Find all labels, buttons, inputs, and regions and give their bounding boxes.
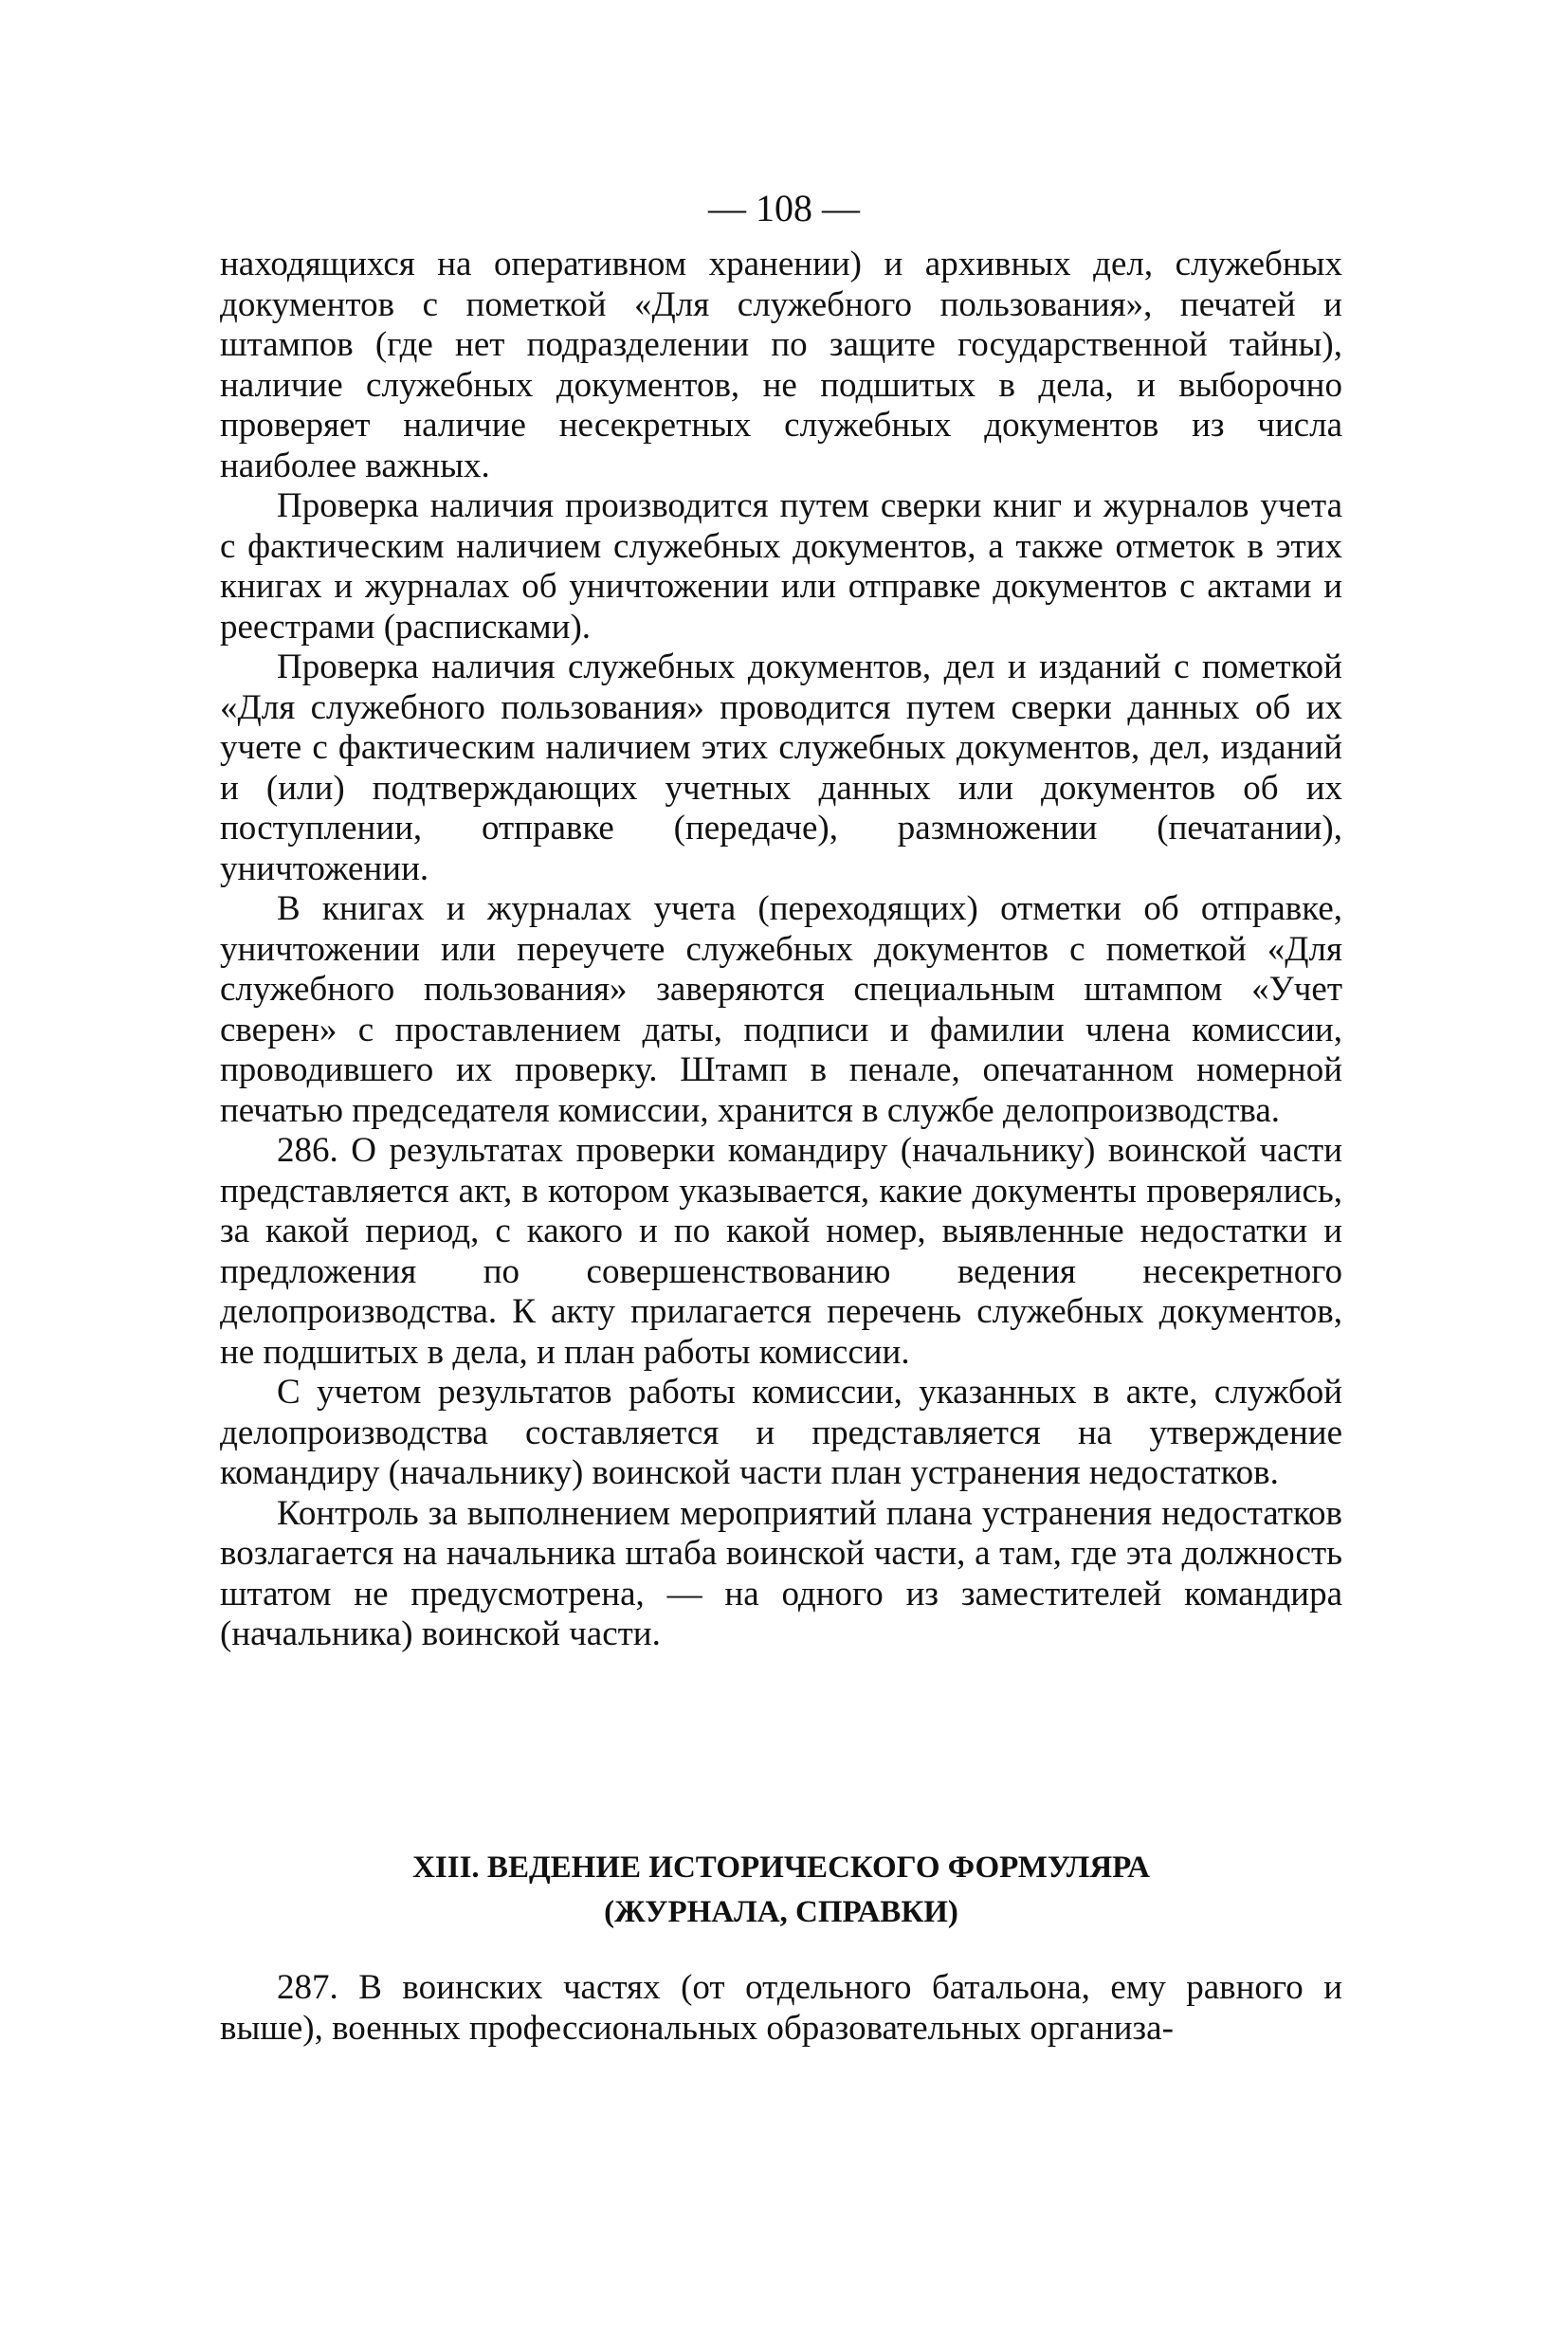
page-number: — 108 — bbox=[708, 187, 860, 229]
paragraph-control: Контроль за выполнением мероприятий плана устранения недостатков возлагается на начальника штаба воинской части, а там, где эта должность штатом не предусмотрена, — на одного из заместителей командира (начальника) воинской части. bbox=[220, 1493, 1342, 1653]
paragraph-286: 286. О результатах проверки командиру (начальнику) воинской части представляется акт, в котором указывается, какие документы проверялись, за какой период, с какого и по какой номер, выявленные недостатки и предложения по совершенствованию ведения несекретного делопроизводства. К акту прилагается перечень служебных документов, не подшитых в дела, и план работы комиссии. bbox=[220, 1131, 1342, 1372]
paragraph-continuation: находящихся на оперативном хранении) и архивных дел, служебных документов с пометкой «Для служебного пользования», печатей и штампов (где нет подразделении по защите государственной тайны), наличие служебных документов, не подшитых в дела, и выборочно проверяет наличие несекретных служебных документов из числа наиболее важных. bbox=[220, 245, 1342, 485]
paragraph-verification-method: Проверка наличия производится путем сверки книг и журналов учета с фактическим наличием служебных документов, а также отметок в этих книгах и журналах об уничтожении или отправке документов с актами и реестрами (расписками). bbox=[220, 486, 1342, 647]
paragraph-287: 287. В воинских частях (от отдельного батальона, ему равного и выше), военных профессиональных образовательных организа- bbox=[220, 1968, 1342, 2048]
paragraph-remediation-plan: С учетом результатов работы комиссии, указанных в акте, службой делопроизводства составляется и представляется на утверждение командиру (начальнику) воинской части план устранения недостатков. bbox=[220, 1373, 1342, 1492]
section-body bbox=[220, 1968, 1342, 2049]
section-heading-line-1: XIII. ВЕДЕНИЕ ИСТОРИЧЕСКОГО ФОРМУЛЯРА bbox=[412, 1851, 1150, 1885]
section-heading-line-2: (ЖУРНАЛА, СПРАВКИ) bbox=[604, 1895, 958, 1929]
paragraph-stamp-procedure: В книгах и журналах учета (переходящих) отметки об отправке, уничтожении или переучете служебных документов с пометкой «Для служебного пользования» заверяются специальным штампом «Учет сверен» с проставлением даты, подписи и фамилии члена комиссии, проводившего их проверку. Штамп в пенале, опечатанном номерной печатью председателя комиссии, хранится в службе делопроизводства. bbox=[220, 889, 1342, 1130]
section-heading bbox=[220, 1846, 1342, 1935]
body-text bbox=[220, 245, 1342, 1655]
paragraph-dsp-verification: Проверка наличия служебных документов, дел и изданий с пометкой «Для служебного пользования» проводится путем сверки данных об их учете с фактическим наличием этих служебных документов, дел, изданий и (или) подтверждающих учетных данных или документов об их поступлении, отправке (передаче), размножении (печатании), уничтожении. bbox=[220, 647, 1342, 888]
